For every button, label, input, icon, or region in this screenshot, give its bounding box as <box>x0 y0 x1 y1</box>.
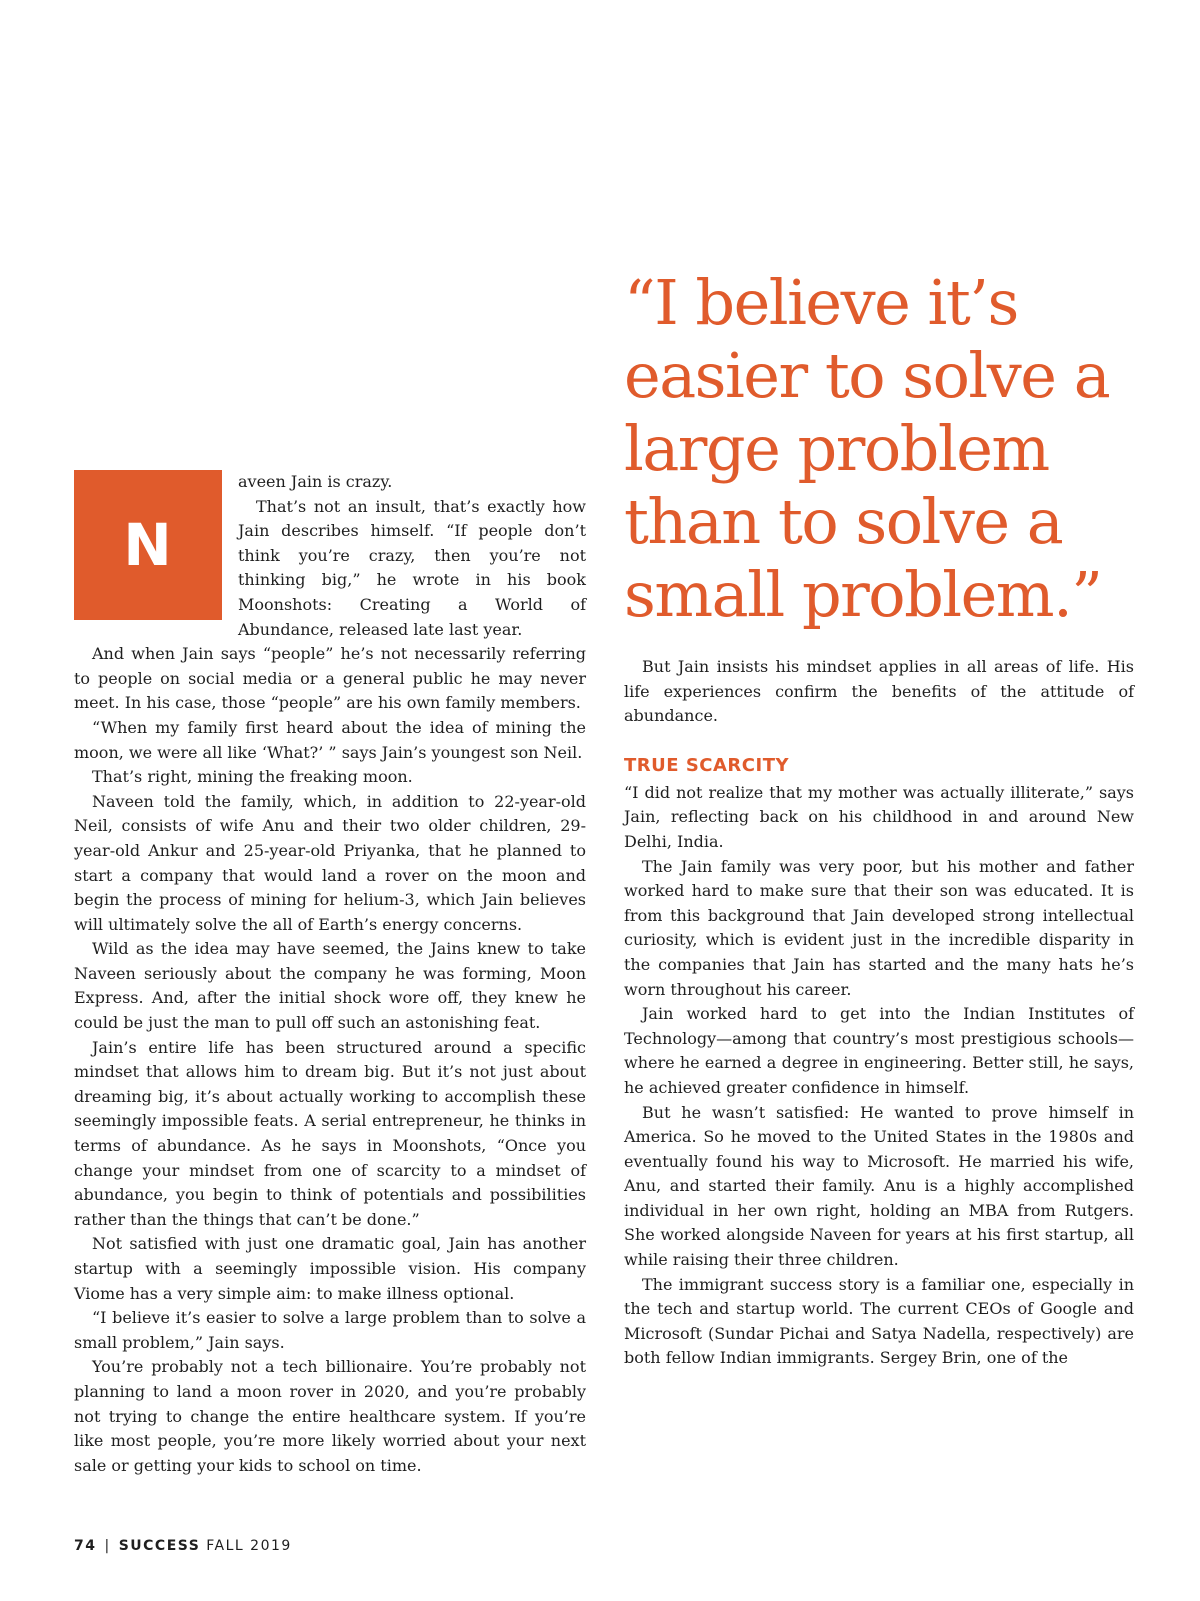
right-column <box>624 266 1134 1371</box>
footer-separator: | <box>104 1538 111 1554</box>
left-column <box>74 470 586 1478</box>
paragraph: Naveen told the family, which, in addition to 22-year-old Neil, consists of wife Anu and their two older children, 29-year-old Ankur and 25-year-old Priyanka, that he planned to start a company that would land a rover on the moon and begin the process of mining for helium-3, which Jain believes will ultimately solve the all of Earth’s energy concerns. <box>74 791 586 934</box>
paragraph: That’s right, mining the freaking moon. <box>92 767 413 787</box>
page-footer <box>74 1538 292 1554</box>
paragraph: Jain worked hard to get into the Indian Institutes of Technology—among that country’s most prestigious schools—where he earned a degree in engineering. Better still, he says, he achieved greater confidence in himself. <box>624 1004 1134 1097</box>
paragraph: “When my family first heard about the idea of mining the moon, we were all like ‘What?’ ” says Jain’s youngest son Neil. <box>74 717 586 762</box>
issue-label: FALL 2019 <box>206 1538 292 1554</box>
paragraph: You’re probably not a tech billionaire. You’re probably not planning to land a moon rover in 2020, and you’re probably not trying to change the entire healthcare system. If you’re like most people, you’re more likely worried about your next sale or getting your kids to school on time. <box>74 1357 586 1475</box>
magazine-name: SUCCESS <box>118 1538 201 1554</box>
paragraph: “I did not realize that my mother was actually illiterate,” says Jain, reflecting back on his childhood in and around New Delhi, India. <box>624 782 1134 851</box>
paragraph: And when Jain says “people” he’s not necessarily referring to people on social media or a general public he may never meet. In his case, those “people” are his own family members. <box>74 644 586 713</box>
paragraph: But he wasn’t satisfied: He wanted to prove himself in America. So he moved to the United States in the 1980s and eventually found his way to Microsoft. He married his wife, Anu, and started their family. Anu is a highly accomplished individual in her own right, holding an MBA from Rutgers. She worked alongside Naveen for years at his first startup, all while raising their three children. <box>624 1102 1134 1270</box>
paragraph: “I believe it’s easier to solve a large problem than to solve a small problem,” Jain says. <box>74 1308 586 1352</box>
pull-quote: “I believe it’s easier to solve a large problem than to solve a small problem.” <box>624 266 1110 631</box>
paragraph: That’s not an insult, that’s exactly how Jain describes himself. “If people don’t think you’re crazy, then you’re not thinking big,” he wrote in his book Moonshots: Creating a World of Abundance, released late last year. <box>238 496 586 639</box>
paragraph: The Jain family was very poor, but his mother and father worked hard to make sure that their son was educated. It is from this background that Jain developed strong intellectual curiosity, which is evident just in the incredible disparity in the companies that Jain has started and the many hats he’s worn throughout his career. <box>624 856 1134 999</box>
section-heading: TRUE SCARCITY <box>624 754 790 776</box>
paragraph: Not satisfied with just one dramatic goal, Jain has another startup with a seemingly impossible vision. His company Viome has a very simple aim: to make illness optional. <box>74 1234 586 1303</box>
page-number: 74 <box>74 1538 97 1554</box>
paragraph: aveen Jain is crazy. <box>238 472 393 491</box>
drop-cap: N <box>74 470 222 620</box>
paragraph: The immigrant success story is a familiar one, especially in the tech and startup world. The current CEOs of Google and Microsoft (Sundar Pichai and Satya Nadella, respectively) are both fellow Indian immigrants. Sergey Brin, one of the <box>624 1274 1134 1368</box>
paragraph: But Jain insists his mindset applies in all areas of life. His life experiences confirm the benefits of the attitude of abundance. <box>624 657 1134 726</box>
paragraph: Jain’s entire life has been structured around a specific mindset that allows him to dream big. But it’s not just about dreaming big, it’s about actually working to accomplish these seemingly impossible feats. A serial entrepreneur, he thinks in terms of abundance. As he says in Moonshots, “Once you change your mindset from one of scarcity to a mindset of abundance, you begin to think of potentials and possibilities rather than the things that can’t be done.” <box>74 1037 586 1229</box>
paragraph: Wild as the idea may have seemed, the Jains knew to take Naveen seriously about the company he was forming, Moon Express. And, after the initial shock wore off, they knew he could be just the man to pull off such an astonishing feat. <box>74 939 586 1033</box>
